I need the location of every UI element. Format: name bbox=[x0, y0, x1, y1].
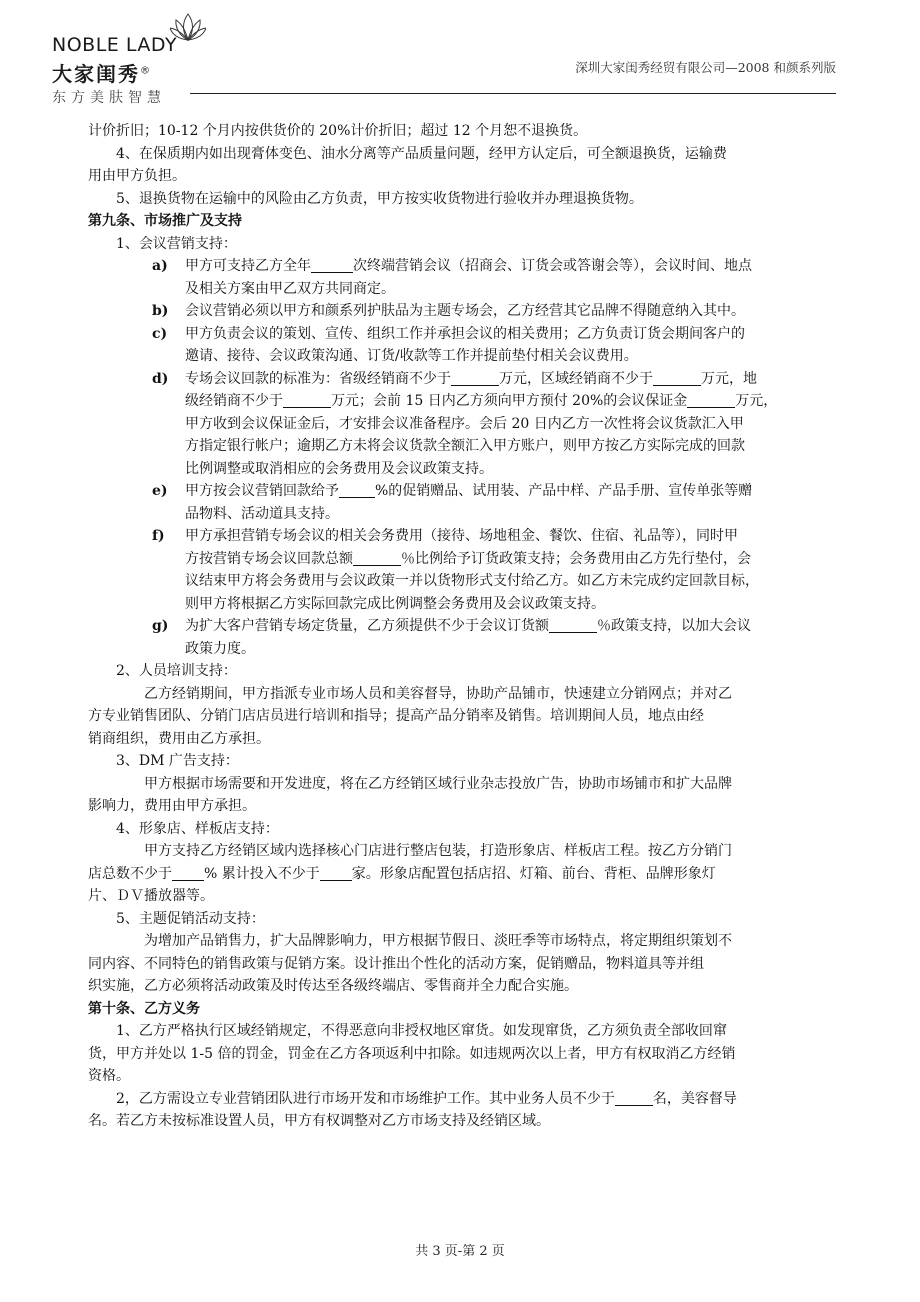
section-heading-9: 第九条、市场推广及支持 bbox=[88, 213, 242, 229]
list-item-f-cont: 议结束甲方将会务费用与会议政策一并以货物形式支付给乙方。如乙方未完成约定回款目标， bbox=[185, 573, 759, 589]
fill-blank bbox=[311, 256, 353, 273]
item-text: ％比例给予订货政策支持；会务费用由乙方先行垫付，会 bbox=[401, 550, 751, 567]
paragraph-line: 织实施，乙方必须将活动政策及时传达至各级终端店、零售商并全力配合实施。 bbox=[88, 978, 578, 994]
item-text: % 累计投入不少于 bbox=[204, 865, 320, 882]
logo-chinese-text: 大家闺秀 bbox=[52, 62, 140, 86]
paragraph-line: 货，甲方并处以 1-5 倍的罚金，罚金在乙方各项返利中扣除。如违规两次以上者，甲方有权取消乙方经销 bbox=[88, 1045, 736, 1062]
item-text: 店总数不少于 bbox=[88, 865, 172, 882]
paragraph-line: 方专业销售团队、分销门店店员进行培训和指导；提高产品分销率及销售。培训期间人员，地点由经 bbox=[88, 708, 704, 724]
paragraph-line bbox=[88, 1088, 836, 1111]
item-text: 2，乙方需设立专业营销团队进行市场开发和市场维护工作。其中业务人员不少于 bbox=[116, 1090, 615, 1107]
item-text: ％政策支持，以加大会议 bbox=[597, 618, 751, 634]
list-item-e bbox=[88, 480, 836, 503]
fill-blank bbox=[615, 1089, 653, 1106]
paragraph-line: 5、退换货物在运输中的风险由乙方负责，甲方按实收货物进行验收并办理退换货物。 bbox=[116, 190, 643, 207]
paragraph-line: 甲方根据市场需要和开发进度，将在乙方经销区域行业杂志投放广告，协助市场铺市和扩大品牌 bbox=[144, 775, 732, 792]
fill-blank bbox=[451, 369, 499, 386]
fill-blank bbox=[339, 481, 375, 498]
list-item-g bbox=[88, 615, 836, 638]
subheading-meeting-marketing: 1、会议营销支持： bbox=[116, 235, 237, 252]
paragraph-line: 为增加产品销售力，扩大品牌影响力，甲方根据节假日、淡旺季等市场特点，将定期组织策划不 bbox=[144, 933, 732, 949]
fill-blank bbox=[172, 864, 204, 881]
item-text: 家。形象店配置包括店招、灯箱、前台、背柜、品牌形象灯 bbox=[351, 865, 716, 882]
paragraph-line: 资格。 bbox=[88, 1068, 130, 1084]
list-item-d bbox=[88, 368, 836, 391]
list-marker: a) bbox=[152, 258, 168, 274]
logo-slogan: 东方美肤智慧 bbox=[52, 90, 166, 106]
fill-blank bbox=[687, 391, 735, 408]
paragraph-line: 同内容、不同特色的销售政策与促销方案。设计推出个性化的活动方案，促销赠品，物料道具等并组 bbox=[88, 955, 704, 972]
logo-english: NOBLE LADY bbox=[52, 34, 178, 56]
item-text: 万元，地 bbox=[701, 370, 757, 387]
fill-blank bbox=[653, 369, 701, 386]
document-body bbox=[88, 120, 836, 1133]
item-text: 万元， bbox=[735, 393, 778, 409]
list-item-c-cont: 邀请、接待、会议政策沟通、订货/收款等工作并提前垫付相关会议费用。 bbox=[185, 348, 638, 364]
page-number: 共 3 页-第 2 页 bbox=[415, 1244, 505, 1259]
list-marker: e) bbox=[152, 483, 168, 499]
item-text: 方按营销专场会议回款总额 bbox=[185, 550, 353, 567]
list-marker: c) bbox=[152, 325, 168, 342]
paragraph-line: 甲方支持乙方经销区域内选择核心门店进行整店包装，打造形象店、样板店工程。按乙方分销门 bbox=[144, 843, 732, 859]
subheading-promotion: 5、主题促销活动支持： bbox=[116, 910, 265, 927]
item-text: %的促销赠品、试用装、产品中样、产品手册、宣传单张等赠 bbox=[375, 483, 753, 499]
subheading-dm-advertising: 3、DM 广告支持： bbox=[116, 753, 239, 769]
list-item-e-cont: 品物料、活动道具支持。 bbox=[185, 505, 339, 522]
item-text: 万元；会前 15 日内乙方须向甲方预付 20%的会议保证金 bbox=[331, 393, 688, 409]
list-marker: b) bbox=[152, 303, 169, 319]
paragraph-line: 用由甲方负担。 bbox=[88, 168, 186, 184]
fill-blank bbox=[353, 549, 401, 566]
item-text: 为扩大客户营销专场定货量，乙方须提供不少于会议订货额 bbox=[185, 618, 549, 634]
list-item-g-cont: 政策力度。 bbox=[185, 640, 255, 657]
logo-chinese bbox=[52, 58, 152, 87]
list-item-b bbox=[88, 300, 836, 323]
list-item-a-cont: 及相关方案由甲乙双方共同商定。 bbox=[185, 280, 395, 297]
item-text: 甲方承担营销专场会议的相关会务费用（接待、场地租金、餐饮、住宿、礼品等），同时甲 bbox=[185, 528, 738, 544]
list-item-a bbox=[88, 255, 836, 278]
list-item-f bbox=[88, 525, 836, 548]
list-item-f-cont bbox=[88, 548, 836, 571]
fill-blank bbox=[283, 391, 331, 408]
item-text: 甲方按会议营销回款给予 bbox=[185, 483, 339, 499]
fill-blank bbox=[549, 616, 597, 633]
paragraph-line: 计价折旧；10-12 个月内按供货价的 20%计价折旧；超过 12 个月恕不退换货。 bbox=[88, 123, 588, 139]
list-item-d-cont: 方指定银行帐户；逾期乙方未将会议货款全额汇入甲方账户，则甲方按乙方实际完成的回款 bbox=[185, 438, 745, 454]
list-marker: d) bbox=[152, 370, 169, 387]
header-divider bbox=[190, 93, 836, 94]
list-marker: g) bbox=[152, 618, 169, 634]
item-text: 甲方负责会议的策划、宣传、组织工作并承担会议的相关费用；乙方负责订货会期间客户的 bbox=[185, 325, 745, 342]
section-heading-10: 第十条、乙方义务 bbox=[88, 1000, 200, 1017]
item-text: 会议营销必须以甲方和颜系列护肤品为主题专场会，乙方经营其它品牌不得随意纳入其中。 bbox=[185, 303, 745, 319]
paragraph-line bbox=[88, 863, 836, 886]
list-marker: f) bbox=[152, 528, 165, 544]
list-item-d-cont: 比例调整或取消相应的会务费用及会议政策支持。 bbox=[185, 460, 493, 477]
list-item-d-cont bbox=[88, 390, 836, 413]
list-item-d-cont: 甲方收到会议保证金后，才安排会议准备程序。会后 20 日内乙方一次性将会议货款汇入甲 bbox=[185, 415, 744, 432]
paragraph-line: 影响力，费用由甲方承担。 bbox=[88, 798, 256, 814]
item-text: 万元，区域经销商不少于 bbox=[499, 370, 653, 387]
registered-mark: ® bbox=[140, 65, 152, 77]
subheading-image-store: 4、形象店、样板店支持： bbox=[116, 820, 279, 837]
list-item-c bbox=[88, 323, 836, 346]
item-text: 级经销商不少于 bbox=[185, 393, 283, 409]
fill-blank bbox=[320, 864, 352, 881]
list-item-f-cont: 则甲方将根据乙方实际回款完成比例调整会务费用及会议政策支持。 bbox=[185, 595, 605, 612]
item-text: 专场会议回款的标准为：省级经销商不少于 bbox=[185, 370, 451, 387]
paragraph-line: 4、在保质期内如出现膏体变色、油水分离等产品质量问题，经甲方认定后，可全额退换货，运输费 bbox=[116, 145, 727, 162]
paragraph-line: 销商组织，费用由乙方承担。 bbox=[88, 730, 270, 747]
item-text: 甲方可支持乙方全年 bbox=[185, 258, 311, 274]
paragraph-line: 名。若乙方未按标准设置人员，甲方有权调整对乙方市场支持及经销区域。 bbox=[88, 1113, 550, 1129]
company-name: 深圳大家闺秀经贸有限公司—2008 和颜系列版 bbox=[575, 60, 836, 75]
paragraph-line: 乙方经销期间，甲方指派专业市场人员和美容督导，协助产品铺市，快速建立分销网点；并对乙 bbox=[144, 685, 732, 702]
subheading-staff-training: 2、人员培训支持： bbox=[116, 663, 237, 679]
item-text: 名，美容督导 bbox=[652, 1090, 737, 1107]
paragraph-line: 1、乙方严格执行区域经销规定，不得恶意向非授权地区窜货。如发现窜货，乙方须负责全部收回窜 bbox=[116, 1023, 727, 1039]
paragraph-line: 片、ＤＶ播放器等。 bbox=[88, 888, 214, 904]
item-text: 次终端营销会议（招商会、订货会或答谢会等），会议时间、地点 bbox=[353, 258, 752, 274]
